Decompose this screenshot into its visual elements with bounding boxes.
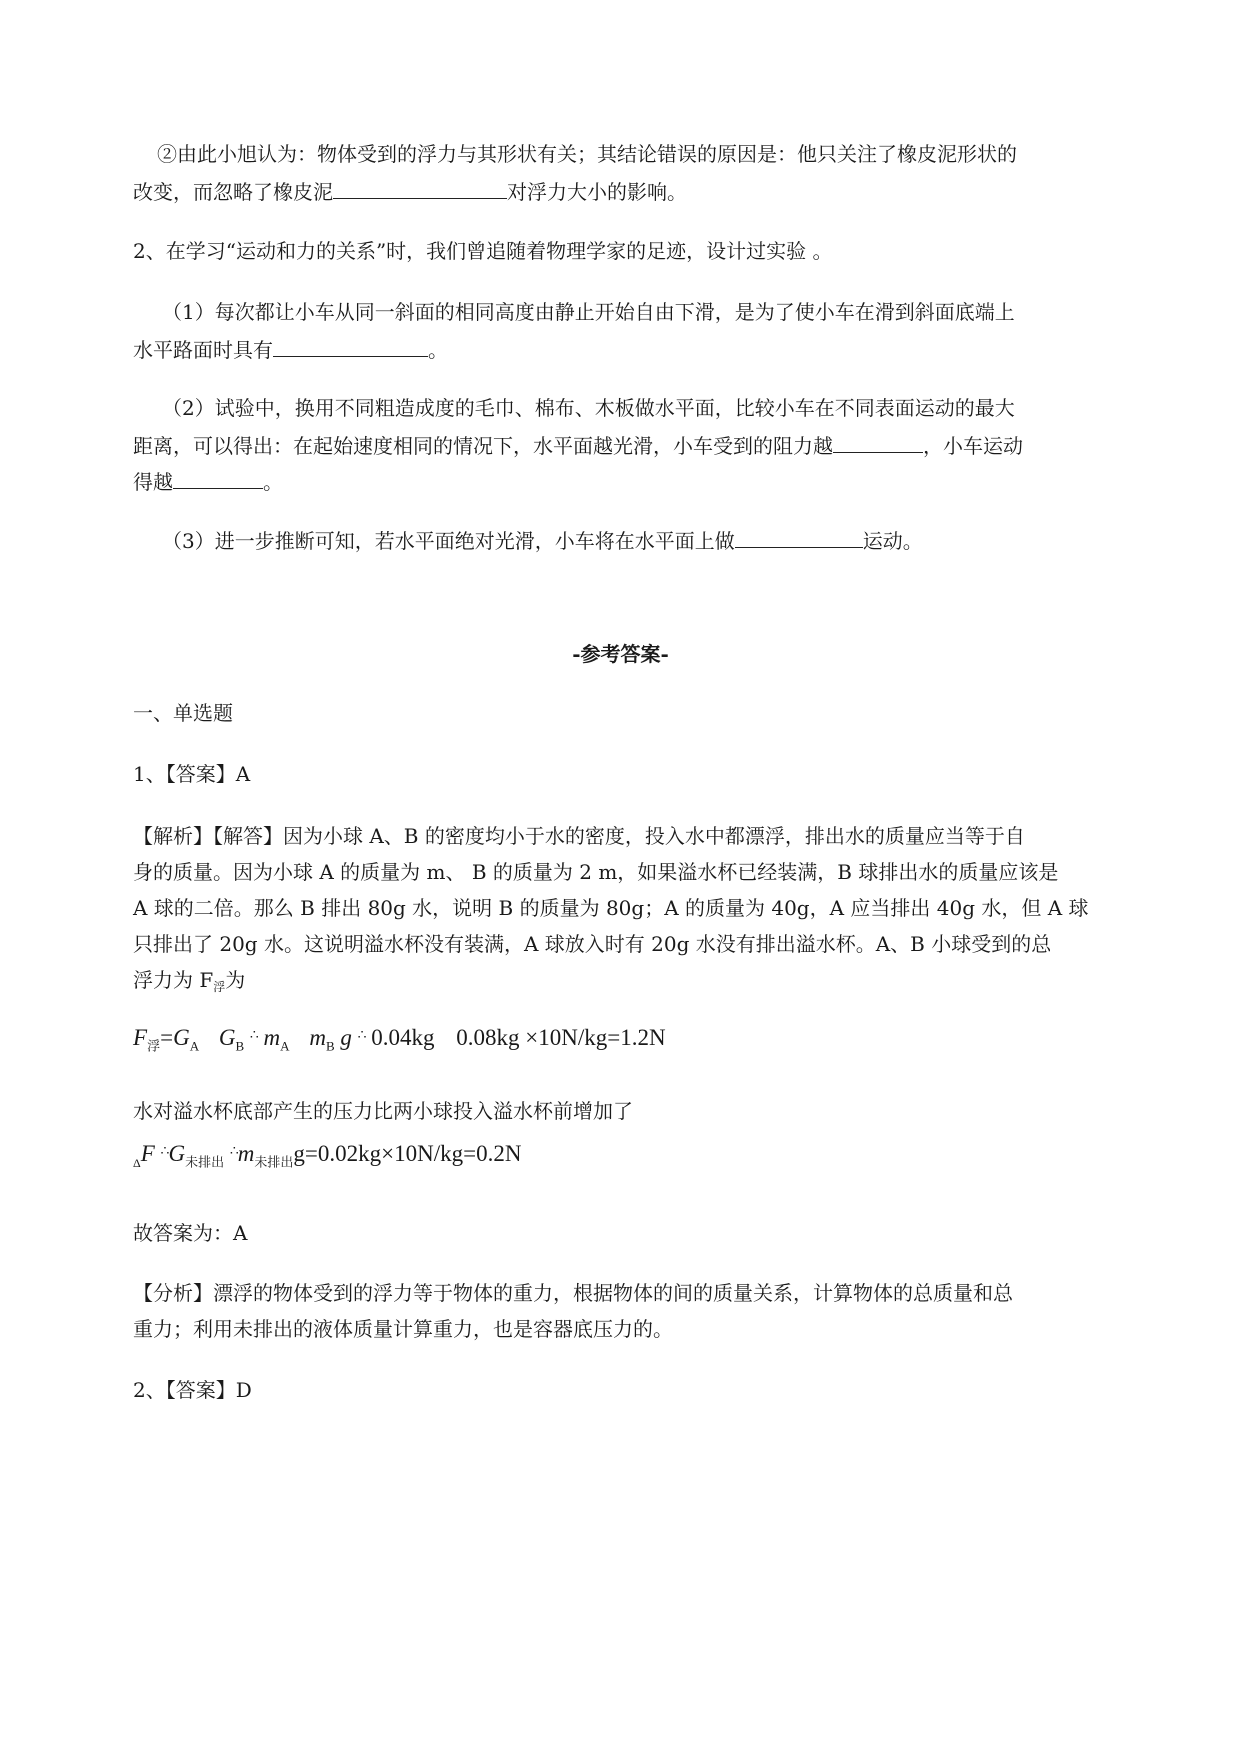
analysis-line2: 身的质量。因为小球 A 的质量为 m、 B 的质量为 2 m，如果溢水杯已经装满，B 球排出水的质量应该是 — [133, 860, 1059, 884]
answer-blank[interactable] — [273, 334, 428, 357]
formula-F: F — [133, 1025, 148, 1050]
formula2-delta: Δ — [133, 1156, 141, 1170]
answers-heading: -参考答案- — [572, 642, 669, 666]
formula-dots2: ∴ — [357, 1028, 366, 1043]
formula2-F: F — [140, 1141, 155, 1166]
pressure-text: 水对溢水杯底部产生的压力比两小球投入溢水杯前增加了 — [133, 1099, 633, 1123]
analysis-line5-main: 浮力为 F — [133, 968, 214, 992]
buoyancy-formula — [133, 1025, 666, 1055]
formula-mB-sub: B — [325, 1038, 335, 1054]
formula2-rest: g=0.02kg×10N/kg=0.2N — [293, 1141, 522, 1166]
formula-GA-sub: A — [189, 1038, 200, 1054]
analysis-line4: 只排出了 20g 水。这说明溢水杯没有装满，A 球放入时有 20g 水没有排出溢水杯。A、B 小球受到的总 — [133, 932, 1052, 956]
formula2-dots2: ∴ — [229, 1144, 238, 1159]
formula-mA: m — [263, 1025, 281, 1050]
formula-GB: G — [218, 1025, 236, 1050]
formula-dots: ∴ — [249, 1028, 258, 1043]
q2-part3 — [162, 525, 923, 555]
formula-v1: 0.04kg — [371, 1025, 435, 1050]
answer-blank[interactable] — [333, 176, 507, 199]
formula2-G-sub: 未排出 — [185, 1154, 225, 1170]
q2-part1-line2 — [133, 334, 448, 364]
q2-part2-line3 — [133, 466, 283, 496]
analysis-line5-sub: 浮 — [213, 980, 226, 994]
analysis-line1: 【解析】【解答】因为小球 A、B 的密度均小于水的密度，投入水中都漂浮，排出水的质量应当等于自 — [133, 824, 1025, 848]
q2-part2-line2 — [133, 430, 1023, 460]
formula-mA-sub: A — [280, 1038, 290, 1054]
q2-p2-after: ，小车运动 — [923, 434, 1023, 458]
q2-p2-before: 距离，可以得出：在起始速度相同的情况下，水平面越光滑，小车受到的阻力越 — [133, 434, 833, 458]
q2-part2-line1: （2）试验中，换用不同粗造成度的毛巾、棉布、木板做水平面，比较小车在不同表面运动的最大 — [162, 396, 1015, 420]
formula-v2: 0.08kg — [456, 1025, 520, 1050]
formula2-G: G — [168, 1141, 186, 1166]
formula2-m-sub: 未排出 — [254, 1154, 294, 1170]
answer-blank[interactable] — [735, 525, 863, 548]
section-title: 一、单选题 — [133, 701, 233, 725]
therefore-answer: 故答案为：A — [133, 1221, 248, 1245]
question-2-title: 2、在学习“运动和力的关系”时，我们曾追随着物理学家的足迹，设计过实验 。 — [133, 239, 833, 263]
analysis-line3: A 球的二倍。那么 B 排出 80g 水，说明 B 的质量为 80g；A 的质量为 40g，A 应当排出 40g 水，但 A 球 — [133, 896, 1089, 920]
analysis-line5-end: 为 — [225, 968, 246, 992]
answer-blank[interactable] — [833, 430, 923, 453]
formula2-m: m — [237, 1141, 255, 1166]
answer-1: 1、【答案】A — [133, 762, 251, 786]
formula-F-sub: 浮 — [147, 1038, 161, 1054]
q1-line2-after: 对浮力大小的影响。 — [507, 180, 687, 204]
formula-GA: G — [173, 1025, 190, 1050]
q1-conclusion-line1: ②由此小旭认为：物体受到的浮力与其形状有关；其结论错误的原因是：他只关注了橡皮泥形状的 — [157, 142, 1017, 166]
formula-mB: m — [309, 1025, 326, 1050]
formula2-dots: ∴ — [160, 1144, 169, 1159]
q2-part1-line1: （1）每次都让小车从同一斜面的相同高度由静止开始自由下滑，是为了使小车在滑到斜面底端上 — [162, 300, 1015, 324]
q1-line2-before: 改变，而忽略了橡皮泥 — [133, 180, 333, 204]
q2-p2-l3-after: 。 — [263, 470, 283, 494]
formula-g: g — [340, 1025, 352, 1050]
formula-rest: ×10N/kg=1.2N — [525, 1025, 666, 1050]
answer-2: 2、【答案】D — [133, 1378, 252, 1402]
q2-p1-before: 水平路面时具有 — [133, 338, 273, 362]
q2-p1-after: 。 — [428, 338, 448, 362]
formula-GB-sub: B — [235, 1038, 245, 1054]
analysis-line5 — [133, 966, 245, 1001]
formula-eq: = — [160, 1025, 174, 1050]
q2-p3-after: 运动。 — [862, 529, 923, 553]
fenxi-line1: 【分析】漂浮的物体受到的浮力等于物体的重力，根据物体的间的质量关系，计算物体的总质量和总 — [133, 1281, 1013, 1305]
q1-conclusion-line2 — [133, 176, 687, 206]
answer-blank[interactable] — [173, 466, 263, 489]
fenxi-line2: 重力；利用未排出的液体质量计算重力，也是容器底压力的。 — [133, 1317, 673, 1341]
q2-p3-before: （3）进一步推断可知，若水平面绝对光滑，小车将在水平面上做 — [162, 529, 735, 553]
q2-p2-l3-before: 得越 — [133, 470, 173, 494]
pressure-formula — [133, 1141, 521, 1171]
